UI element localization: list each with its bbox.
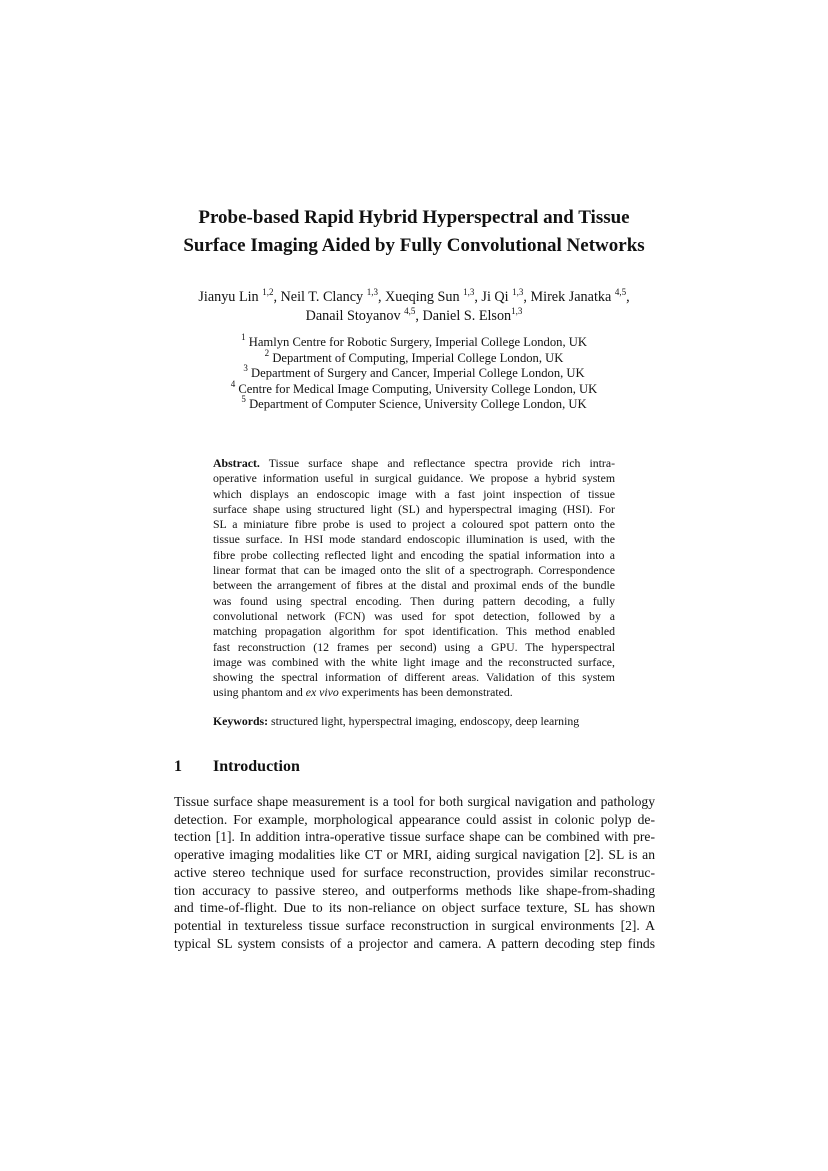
affiliation-marker: 2 [264,347,270,358]
abstract-line: image was combined with the white light image and the reconstructed surface, [213,654,615,669]
body-line: typical SL system consists of a projector and camera. A pattern decoding step finds [174,935,655,951]
section-heading [174,756,300,778]
affiliation-item [100,378,728,398]
body-line: Tissue surface shape measurement is a tool for both surgical navigation and pathology [174,794,655,809]
author-name: Neil T. Clancy [280,289,364,305]
author-separator: , [415,308,423,324]
abstract-line: surface shape using structured light (SL) and hyperspectral imaging (HSI). For [213,501,615,516]
author-name: Danail Stoyanov [305,308,401,324]
author-separator: , [626,289,630,305]
affiliation-marker: 5 [241,394,246,405]
author-affiliation-marker: 4,5 [404,306,416,316]
author-list [100,288,728,326]
introduction-body [174,793,655,952]
abstract-line: was found using spectral encoding. Then during pattern decoding, a fully [213,593,615,608]
author-separator: , [273,289,281,305]
keywords [213,714,623,729]
abstract-line: showing the spectral information of different areas. Validation of this system [213,670,615,685]
affiliation-marker: 1 [241,332,246,342]
author-separator: , [523,289,531,305]
author-name: Jianyu Lin [198,289,259,305]
abstract-line: tissue surface. In HSI mode standard endoscopic illumination is used, with the [213,532,615,547]
author-line-1 [100,288,728,307]
keywords-label: Keywords: [213,714,269,728]
author-separator: , [377,289,386,305]
affiliation-text: Department of Computer Science, University College London, UK [249,397,587,412]
body-line: potential in textureless tissue surface reconstruction in surgical environments [2]. A [174,917,655,933]
affiliation-item [100,394,728,413]
title-line-1: Probe-based Rapid Hybrid Hyperspectral and Tissue [198,207,630,228]
author-affiliation-marker: 1,3 [366,287,378,297]
affiliation-item [100,332,728,351]
affiliation-marker: 3 [243,363,248,374]
author-affiliation-marker: 4,5 [614,287,627,297]
author-name: Daniel S. Elson [422,308,512,324]
body-line: tection [1]. In addition intra-operative tissue surface shape can be combined with pre- [174,829,655,845]
author-name: Mirek Janatka [530,289,612,305]
affiliation-text: Department of Computing, Imperial College London, UK [272,350,564,365]
body-line: operative imaging modalities like CT or MRI, aiding surgical navigation [2]. SL is an [174,847,655,863]
body-line: tion accuracy to passive stereo, and outperforms methods like shape-from-shading [174,882,655,898]
affiliation-item [100,363,728,382]
keywords-text: structured light, hyperspectral imaging, endoscopy, deep learning [271,714,580,728]
section-number: 1 [174,758,182,775]
abstract-line: matching propagation algorithm for spot identification. This method enabled [213,624,615,639]
section-title: Introduction [213,758,300,775]
body-line: active stereo technique used for surface reconstruction, provides similar reconstruc- [174,864,655,880]
abstract-line: SL a miniature fibre probe is used to project a coloured spot pattern onto the [213,517,615,532]
abstract-line: fibre probe collecting reflected light and encoding the spatial information into a [213,547,615,562]
abstract-line: between the arrangement of fibres at the distal and proximal ends of the bundle [213,578,615,593]
abstract-italic-term: ex vivo [305,685,339,700]
author-line-2 [100,307,728,326]
author-affiliation-marker: 1,2 [262,287,274,297]
affiliation-list [100,332,728,413]
body-line: and time-of-flight. Due to its non-reliance on object surface texture, SL has shown [174,900,655,916]
author-affiliation-marker: 1,3 [463,287,475,297]
abstract-line: operative information useful in surgical guidance. We propose a hybrid system [213,471,615,486]
author-name: Xueqing Sun [385,289,460,305]
abstract-line: Abstract. Tissue surface shape and reflectance spectra provide rich intra- [213,456,615,470]
body-line: detection. For example, morphological appearance could assist in colonic polyp de- [174,811,655,827]
title-line-2: Surface Imaging Aided by Fully Convolutional Networks [183,235,645,256]
abstract-label: Abstract. [213,456,260,470]
abstract-line: using phantom and ex vivo experiments has been demonstrated. [213,685,513,700]
affiliation-item [100,347,728,367]
affiliation-text: Hamlyn Centre for Robotic Surgery, Imperial College London, UK [248,335,587,349]
author-affiliation-marker: 1,3 [512,287,524,297]
abstract-line: which displays an endoscopic image with a fast joint inspection of tissue [213,486,615,501]
affiliation-marker: 4 [230,378,236,389]
author-affiliation-marker: 1,3 [511,306,523,316]
abstract-line: fast reconstruction (12 frames per second) using a GPU. The hyperspectral [213,639,615,654]
abstract-line: linear format that can be imaged onto the slit of a spectrograph. Correspondence [213,563,615,578]
author-separator: , [474,289,482,305]
abstract [213,456,615,701]
abstract-line: convolutional network (FCN) was used for spot detection, followed by a [213,608,615,623]
author-name: Ji Qi [481,289,509,305]
affiliation-text: Department of Surgery and Cancer, Imperial College London, UK [251,366,585,381]
affiliation-text: Centre for Medical Image Computing, University College London, UK [238,381,598,396]
paper-title [100,204,728,260]
